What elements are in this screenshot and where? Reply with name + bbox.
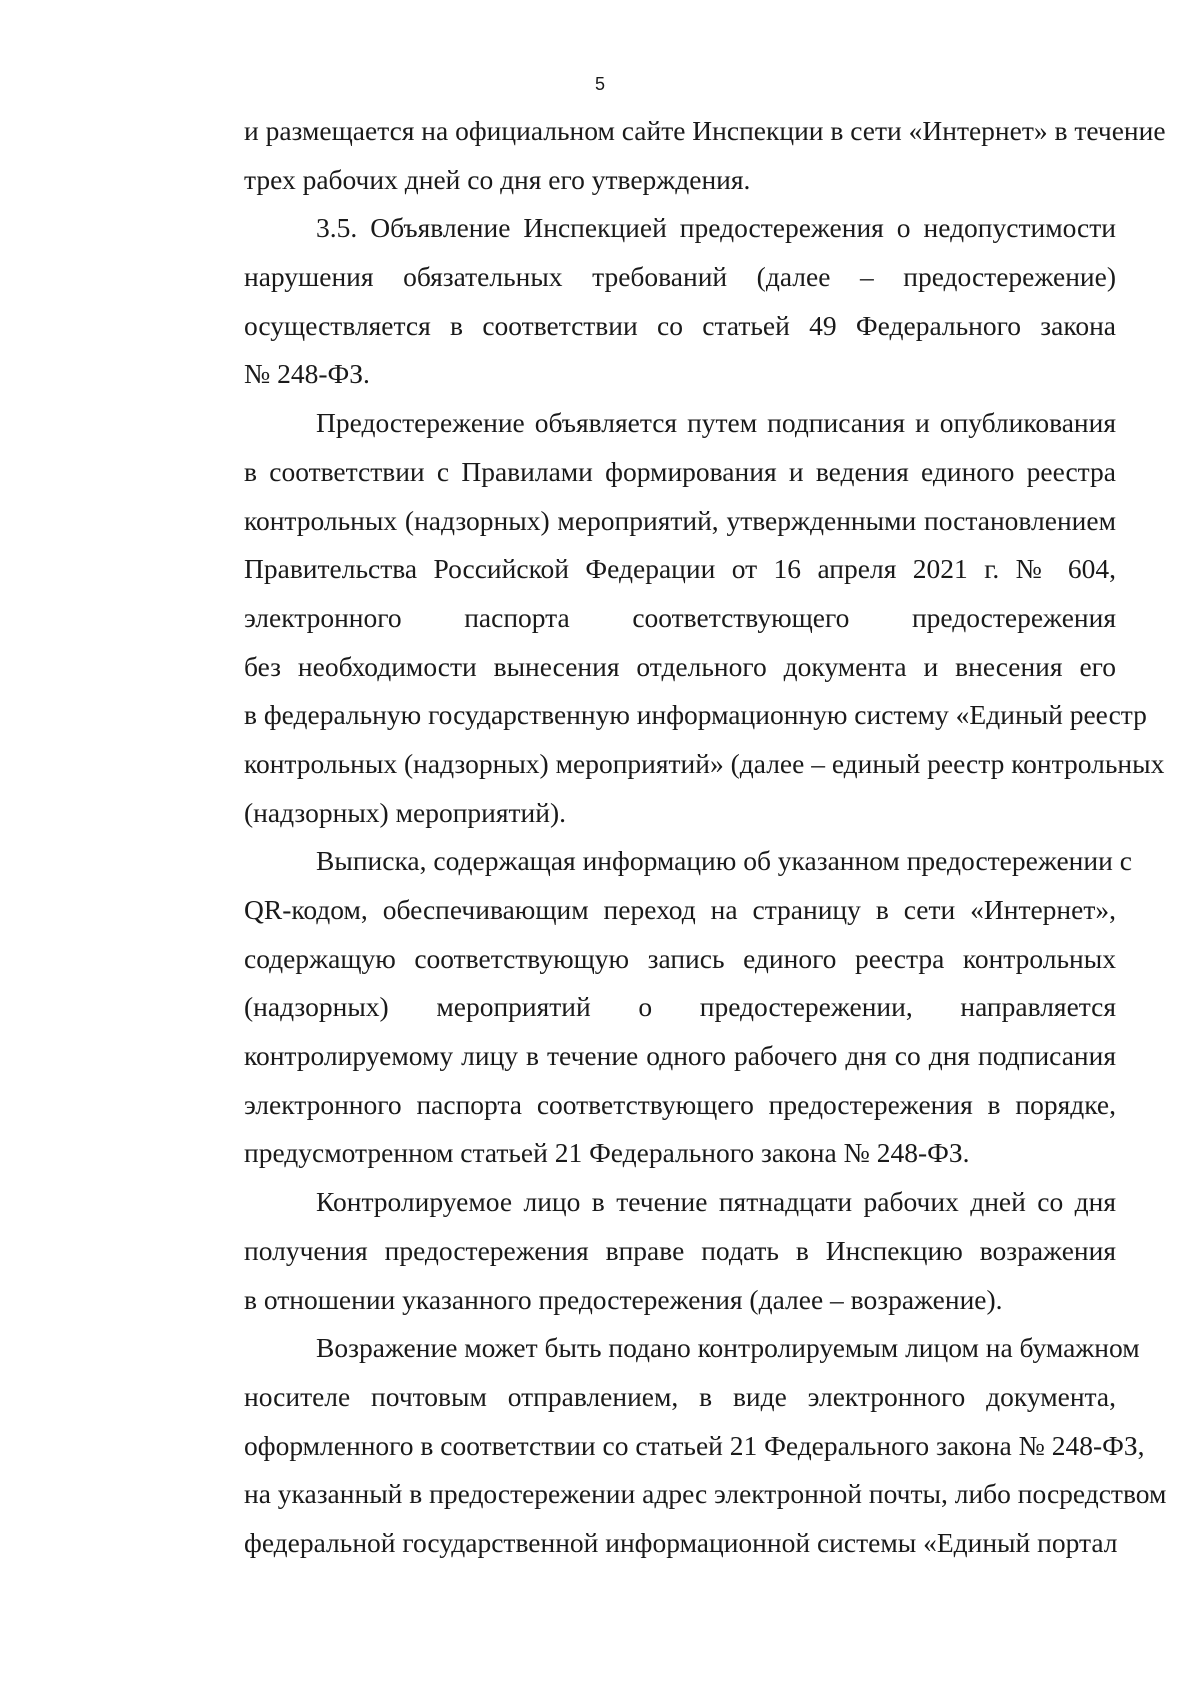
text-line: в соответствии с Правилами формирования и ведения единого реестра	[244, 455, 1116, 487]
text-line: электронного паспорта соответствующего предостережения в порядке,	[244, 1088, 1116, 1120]
text-line: содержащую соответствующую запись единого реестра контрольных	[244, 942, 1116, 974]
text-line: нарушения обязательных требований (далее – предостережение)	[244, 261, 1116, 293]
text-line: Правительства Российской Федерации от 16 апреля 2021 г. № 604,	[244, 553, 1116, 585]
text-line: осуществляется в соответствии со статьей 49 Федерального закона	[244, 309, 1116, 341]
text-line: получения предостережения вправе подать в Инспекцию возражения	[244, 1234, 1116, 1266]
text-line: без необходимости вынесения отдельного документа и внесения его	[244, 650, 1116, 682]
text-line: контрольных (надзорных) мероприятий, утвержденными постановлением	[244, 504, 1116, 536]
text-line: в федеральную государственную информационную систему «Единый реестр	[244, 699, 1147, 731]
text-line: электронного паспорта соответствующего предостережения	[244, 601, 1116, 633]
text-line: трех рабочих дней со дня его утверждения.	[244, 163, 751, 195]
paragraph-3-5	[172, 204, 1116, 399]
text-line: на указанный в предостережении адрес электронной почты, либо посредством	[244, 1478, 1167, 1510]
text-line: Предостережение объявляется путем подписания и опубликования	[316, 407, 1116, 439]
text-line: и размещается на официальном сайте Инспекции в сети «Интернет» в течение	[244, 115, 1166, 146]
text-line: (надзорных) мероприятий).	[244, 796, 567, 828]
page-number: 5	[594, 74, 605, 94]
text-line: оформленного в соответствии со статьей 21 Федерального закона № 248-ФЗ,	[244, 1429, 1145, 1461]
paragraph	[172, 107, 1166, 204]
document-body	[172, 107, 1167, 1568]
text-line: носителе почтовым отправлением, в виде электронного документа,	[244, 1380, 1116, 1412]
text-line: Возражение может быть подано контролируемым лицом на бумажном	[316, 1332, 1140, 1364]
text-line: в отношении указанного предостережения (далее – возражение).	[244, 1283, 1003, 1315]
paragraph	[172, 1178, 1116, 1324]
text-line: № 248-ФЗ.	[244, 358, 370, 390]
text-line: Контролируемое лицо в течение пятнадцати рабочих дней со дня	[316, 1186, 1116, 1218]
paragraph	[172, 399, 1165, 837]
text-line: QR-кодом, обеспечивающим переход на страницу в сети «Интернет»,	[244, 894, 1116, 925]
text-line: 3.5. Объявление Инспекцией предостережения о недопустимости	[316, 212, 1116, 244]
text-line: контрольных (надзорных) мероприятий» (далее – единый реестр контрольных	[244, 747, 1165, 779]
text-line: федеральной государственной информационной системы «Единый портал	[244, 1526, 1118, 1558]
text-line: предусмотренном статьей 21 Федерального закона № 248-ФЗ.	[244, 1137, 970, 1169]
text-line: (надзорных) мероприятий о предостережении, направляется	[244, 991, 1116, 1023]
text-line: Выписка, содержащая информацию об указанном предостережении с	[316, 845, 1132, 877]
paragraph	[172, 1324, 1167, 1567]
text-line: контролируемому лицу в течение одного рабочего дня со дня подписания	[244, 1040, 1116, 1072]
paragraph	[172, 837, 1132, 1178]
